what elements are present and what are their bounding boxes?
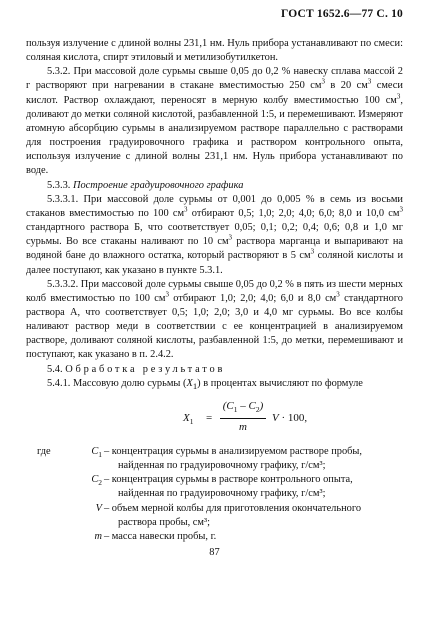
definition-c2-continuation: найденная по градуировочному графику, г/см³; (118, 488, 326, 500)
formula-x1 (26, 397, 403, 441)
definition-c2: $C_2$ – концентрация сурьмы в растворе контрольного опыта, (91, 474, 353, 488)
formula-denominator: m (239, 421, 247, 434)
formula-lhs: $X_1$ (183, 411, 194, 427)
formula-rest: V · 100, (272, 411, 308, 424)
document-body (26, 37, 403, 560)
definition-c1-continuation: найденная по градуировочному графику, г/см³; (118, 460, 326, 472)
section-heading-5-3-3: 5.3.3. Построение градуировочного графика (47, 179, 244, 191)
paragraph-5-3-3-2: 5.3.3.2. При массовой доле сурьмы свыше 0,05 до 0,2 % в пять из шести мерных колб вместимостью по 100 $см^3$ отбирают 1,0; 2,0; 4,0; 6,0 и 8,0 $см^3$ стандартного раствора А, что соответствует 0,5; 1,0; 2,0; 3,0 и 4,0 мг сурьмы. Во все колбы наливают раствор меди в соответствии с ее концентрацией в анализируемом растворе, доливают соляной кислоты, разбавленной 1:5, до метки, перемешивают и поступают, как указано в п. 2.4.2. (26, 278, 403, 361)
paragraph-5-3-2: 5.3.2. При массовой доле сурьмы свыше 0,05 до 0,2 % навеску сплава массой 2 г растворяют при нагревании в стакане вместимостью 250 $см^3$ в 20 $см^3$ смеси кислот. Раствор охлаждают, переносят в мерную колбу вместимостью 100 $см^3$, доливают до метки соляной кислотой, разбавленной 1:5, и перемешивают. Измеряют атомную абсорбцию сурьмы в анализируемом растворе параллельно с растворами для построения градуировочного графика и раствором контрольного опыта, используя излучение с длиной волны 231,1 нм. Нуль прибора устанавливают по воде. (26, 66, 403, 177)
page-header: ГОСТ 1652.6—77 С. 10 (280, 8, 403, 20)
formula-equals: = (206, 411, 213, 424)
definition-m: m – масса навески пробы, г. (94, 530, 217, 542)
paragraph-5-4-1: 5.4.1. Массовую долю сурьмы $(X_1)$ в процентах вычисляют по формуле (47, 377, 363, 391)
definition-c1: где $C_1$ – концентрация сурьмы в анализируемом растворе пробы, (37, 445, 363, 460)
formula-numerator: $(C_1 - C_2)$ (220, 399, 266, 419)
section-heading-5-4: 5.4. Обработка результатов (47, 363, 226, 375)
definitions-list (26, 445, 403, 544)
formula-fraction (220, 399, 266, 435)
paragraph-5-3-3-1: 5.3.3.1. При массовой доле сурьмы от 0,001 до 0,005 % в семь из восьми стаканов вместимостью по 100 $см^3$ отбирают 0,5; 1,0; 2,0; 4,0; 6,0; 8,0 и 10,0 $см^3$ стандартного раствора Б, что соответствует 0,05; 0,1; 0,2; 0,4; 0,6; 0,8 и 1,0 мг сурьмы. Во все стаканы наливают по 10 $см^3$ раствора марганца и выпаривают на водяной бане до влажного остатка, который растворяют в 5 $см^3$ соляной кислоты и далее поступают, как указано в пункте 5.3.1. (26, 193, 404, 276)
page-number: 87 (209, 547, 220, 559)
paragraph-intro: пользуя излучение с длиной волны 231,1 нм. Нуль прибора устанавливают по смеси: соляная кислота, спирт этиловый и метилизобутилкетон. (26, 38, 403, 64)
definition-v: V – объем мерной колбы для приготовления окончательного (95, 502, 362, 514)
definition-v-continuation: раствора пробы, см³; (118, 516, 210, 528)
